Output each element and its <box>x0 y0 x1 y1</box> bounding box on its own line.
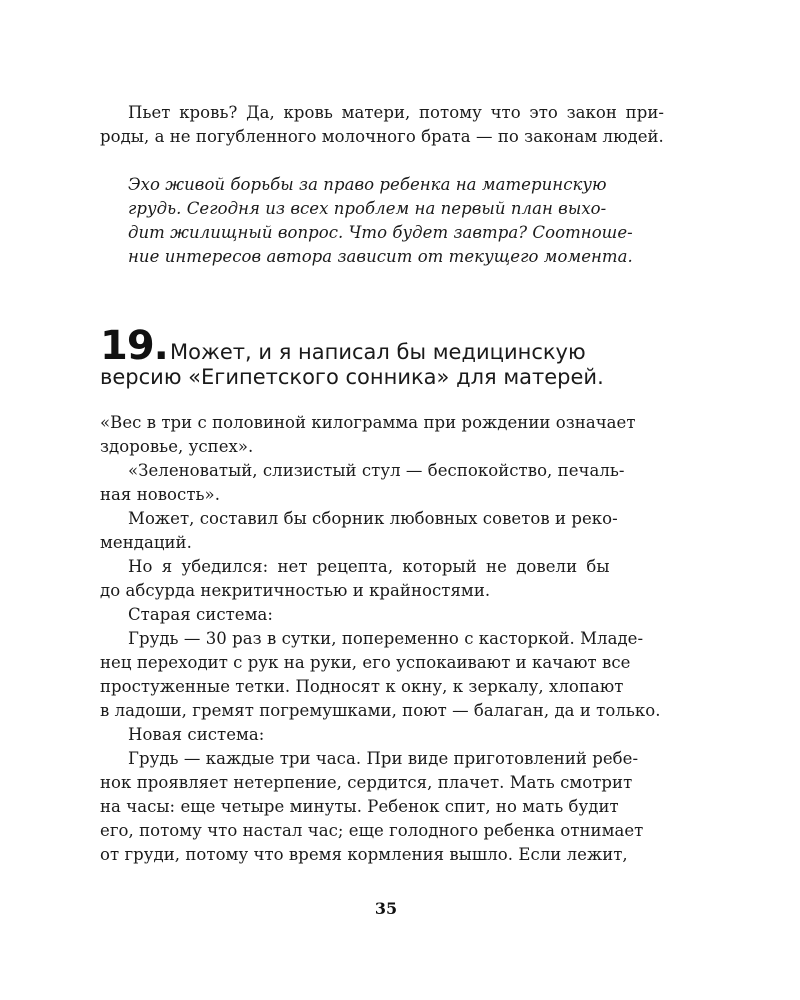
body-line-17: на часы: еще четыре минуты. Ребенок спит, но мать будит <box>100 797 619 816</box>
body-line-12: простуженные тетки. Подносят к окну, к зеркалу, хлопают <box>100 677 624 696</box>
body-line-4: ная новость». <box>100 485 220 504</box>
body-line-18: его, потому что настал час; еще голодного ребенка отнимает <box>100 821 644 840</box>
body-line-19: от груди, потому что время кормления вышло. Если лежит, <box>100 845 628 864</box>
body-line-15: Грудь — каждые три часа. При виде приготовлений ребе- <box>128 749 639 768</box>
body-line-16: нок проявляет нетерпение, сердится, плачет. Мать смотрит <box>100 773 633 792</box>
body-line-11: нец переходит с рук на руки, его успокаивают и качают все <box>100 653 631 672</box>
body-line-13: в ладоши, гремят погремушками, поют — балаган, да и только. <box>100 701 661 720</box>
body-line-9: Старая система: <box>128 605 273 624</box>
body-line-8: до абсурда некритичностью и крайностями. <box>100 581 491 600</box>
intro-line-2: роды, а не погубленного молочного брата — по законам людей. <box>100 127 664 146</box>
body-line-10: Грудь — 30 раз в сутки, попеременно с касторкой. Младе- <box>128 629 644 648</box>
body-line-3: «Зеленоватый, слизистый стул — беспокойство, печаль- <box>128 461 625 480</box>
body-line-7: Но я убедился: нет рецепта, который не довели бы <box>128 557 610 576</box>
chapter-number: 19. <box>100 323 168 369</box>
italic-note-line-2: грудь. Сегодня из всех проблем на первый план выхо- <box>128 199 607 218</box>
body-line-2: здоровье, успех». <box>100 437 254 456</box>
page-number: 35 <box>374 899 398 918</box>
italic-note-line-1: Эхо живой борьбы за право ребенка на материнскую <box>128 175 607 194</box>
body-line-14: Новая система: <box>128 725 265 744</box>
body-line-6: мендаций. <box>100 533 192 552</box>
italic-note-line-3: дит жилищный вопрос. Что будет завтра? Соотноше- <box>128 223 633 242</box>
italic-note-line-4: ние интересов автора зависит от текущего момента. <box>128 247 633 266</box>
body-line-1: «Вес в три с половиной килограмма при рождении означает <box>100 413 636 432</box>
chapter-title-line-2: версию «Египетского сонника» для матерей. <box>100 365 604 389</box>
body-line-5: Может, составил бы сборник любовных советов и реко- <box>128 509 618 528</box>
intro-line-1: Пьет кровь? Да, кровь матери, потому что это закон при- <box>128 103 664 122</box>
chapter-title-line-1: Может, и я написал бы медицинскую <box>170 340 586 364</box>
